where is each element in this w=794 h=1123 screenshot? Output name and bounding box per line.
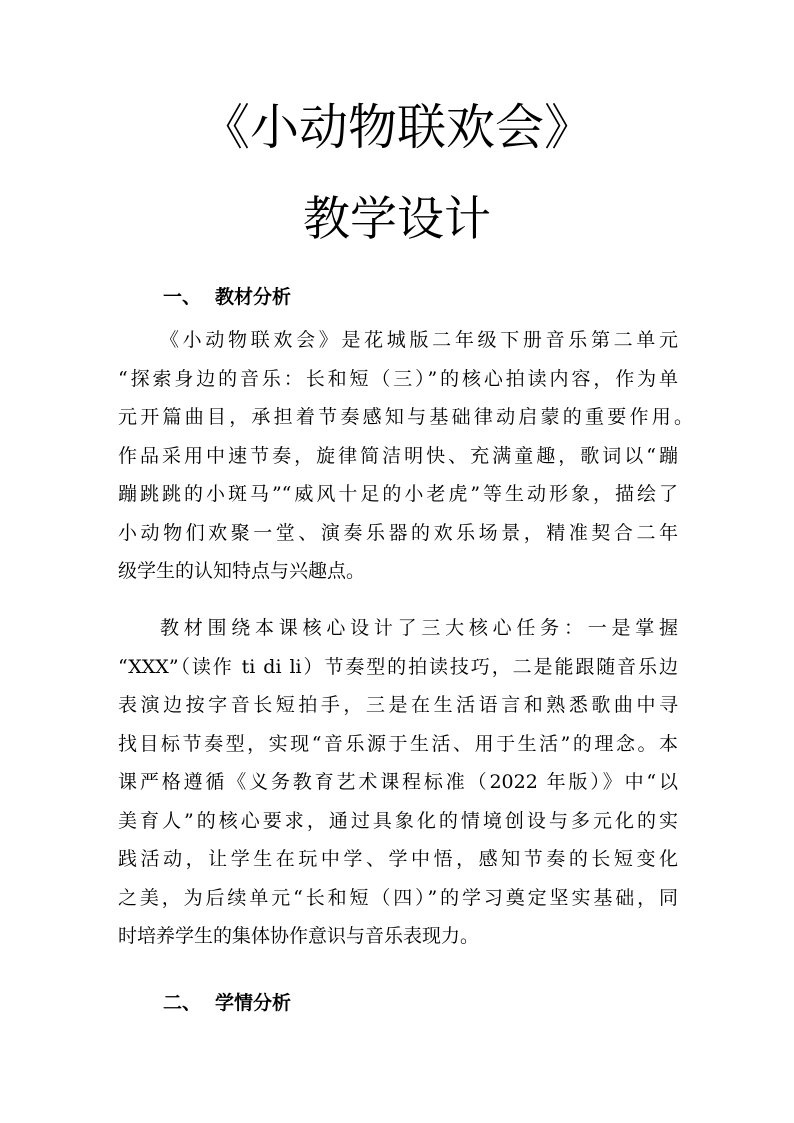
paragraph-line: 《小动物联欢会》是花城版二年级下册音乐第二单元 xyxy=(160,329,678,351)
document-subtitle: 教学设计 xyxy=(303,192,491,247)
paragraph-line: 小动物们欢聚一堂、演奏乐器的欢乐场景，精准契合二年 xyxy=(118,521,678,544)
paragraph-line: 时培养学生的集体协作意识与音乐表现力。 xyxy=(118,925,480,947)
paragraph-line: 美育人”的核心要求，通过具象化的情境创设与多元化的实 xyxy=(118,809,678,832)
paragraph-line: “XXX”（读作 ti di li）节奏型的拍读技巧，二是能跟随音乐边 xyxy=(118,655,678,678)
paragraph-core-tasks xyxy=(118,609,678,956)
section-title: 教材分析 xyxy=(215,286,292,308)
paragraph-line: 找目标节奏型，实现“音乐源于生活、用于生活”的理念。本 xyxy=(118,732,678,755)
paragraph-line: 教材围绕本课核心设计了三大核心任务：一是掌握 xyxy=(160,617,678,639)
paragraph-line: 元开篇曲目，承担着节奏感知与基础律动启蒙的重要作用。 xyxy=(118,406,693,428)
paragraph-line: 级学生的认知特点与兴趣点。 xyxy=(118,560,366,582)
paragraph-line: 作品采用中速节奏，旋律简洁明快、充满童趣，歌词以“蹦 xyxy=(118,444,678,467)
section-number: 二、 xyxy=(163,992,202,1014)
section-number: 一、 xyxy=(163,286,202,308)
section-title: 学情分析 xyxy=(215,992,292,1014)
section-heading-student-analysis xyxy=(163,989,291,1017)
paragraph-line: 之美，为后续单元“长和短（四）”的学习奠定坚实基础，同 xyxy=(118,886,678,909)
document-title: 《小动物联欢会》 xyxy=(200,99,593,156)
paragraph-textbook-intro xyxy=(118,321,693,591)
paragraph-line: 表演边按字音长短拍手，三是在生活语言和熟悉歌曲中寻 xyxy=(118,694,678,716)
paragraph-line: 践活动，让学生在玩中学、学中悟，感知节奏的长短变化 xyxy=(118,848,678,870)
paragraph-line: 蹦跳跳的小斑马”“威风十足的小老虎”等生动形象，描绘了 xyxy=(118,483,678,505)
section-heading-textbook-analysis xyxy=(163,283,291,311)
paragraph-line: 课严格遵循《义务教育艺术课程标准（2022 年版）》中“以 xyxy=(118,771,678,793)
paragraph-line: “探索身边的音乐：长和短（三）”的核心拍读内容，作为单 xyxy=(118,367,678,390)
